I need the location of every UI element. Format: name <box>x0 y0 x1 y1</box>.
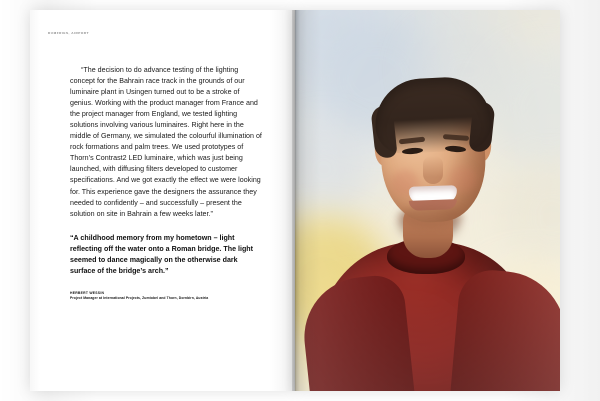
byline-role: Project Manager at International Projects, Zumtobel and Thorn, Dornbirn, Austria <box>70 296 209 301</box>
portrait-photo <box>295 10 560 391</box>
left-page-outer-edge <box>30 10 40 391</box>
right-page <box>295 10 560 391</box>
subject-shoulder-right <box>449 267 560 391</box>
portrait-subject <box>295 10 560 391</box>
subject-shoulder-left <box>298 273 415 391</box>
subject-nose <box>423 156 443 184</box>
byline-name: HERBERT WESSIN <box>70 290 105 295</box>
left-page <box>30 10 295 391</box>
pull-quote: “A childhood memory from my hometown – light reflecting off the water onto a Roman bridge. The light seemed to dance magically on the otherwise dark surface of the bridge’s arch.” <box>70 233 254 275</box>
byline <box>70 291 262 301</box>
left-page-copy <box>70 65 262 300</box>
subject-hair <box>373 75 493 155</box>
left-page-gutter-shadow <box>269 10 295 391</box>
subject-chin-shadow <box>399 206 463 228</box>
body-paragraph: “The decision to do advance testing of the lighting concept for the Bahrain race track in the grounds of our luminaire plant in Usingen turned out to be a stroke of genius. Working with the product manager from France and the project manager from England, we tested lighting solutions involving various luminaires. Right here in the middle of Germany, we simulated the colourful illumination of rock formations and palm trees. We used prototypes of Thorn’s Contrast2 LED luminaire, which was just being launched, with diffusing filters developed to customer specifications. And we got exactly the effect we were looking for. This experience gave the designers the assurance they needed to confidently – and successfully – present the solution on site in Bahrain a few weeks later.” <box>70 66 262 218</box>
running-head: DUMFRIES, AIRPORT <box>48 31 90 35</box>
